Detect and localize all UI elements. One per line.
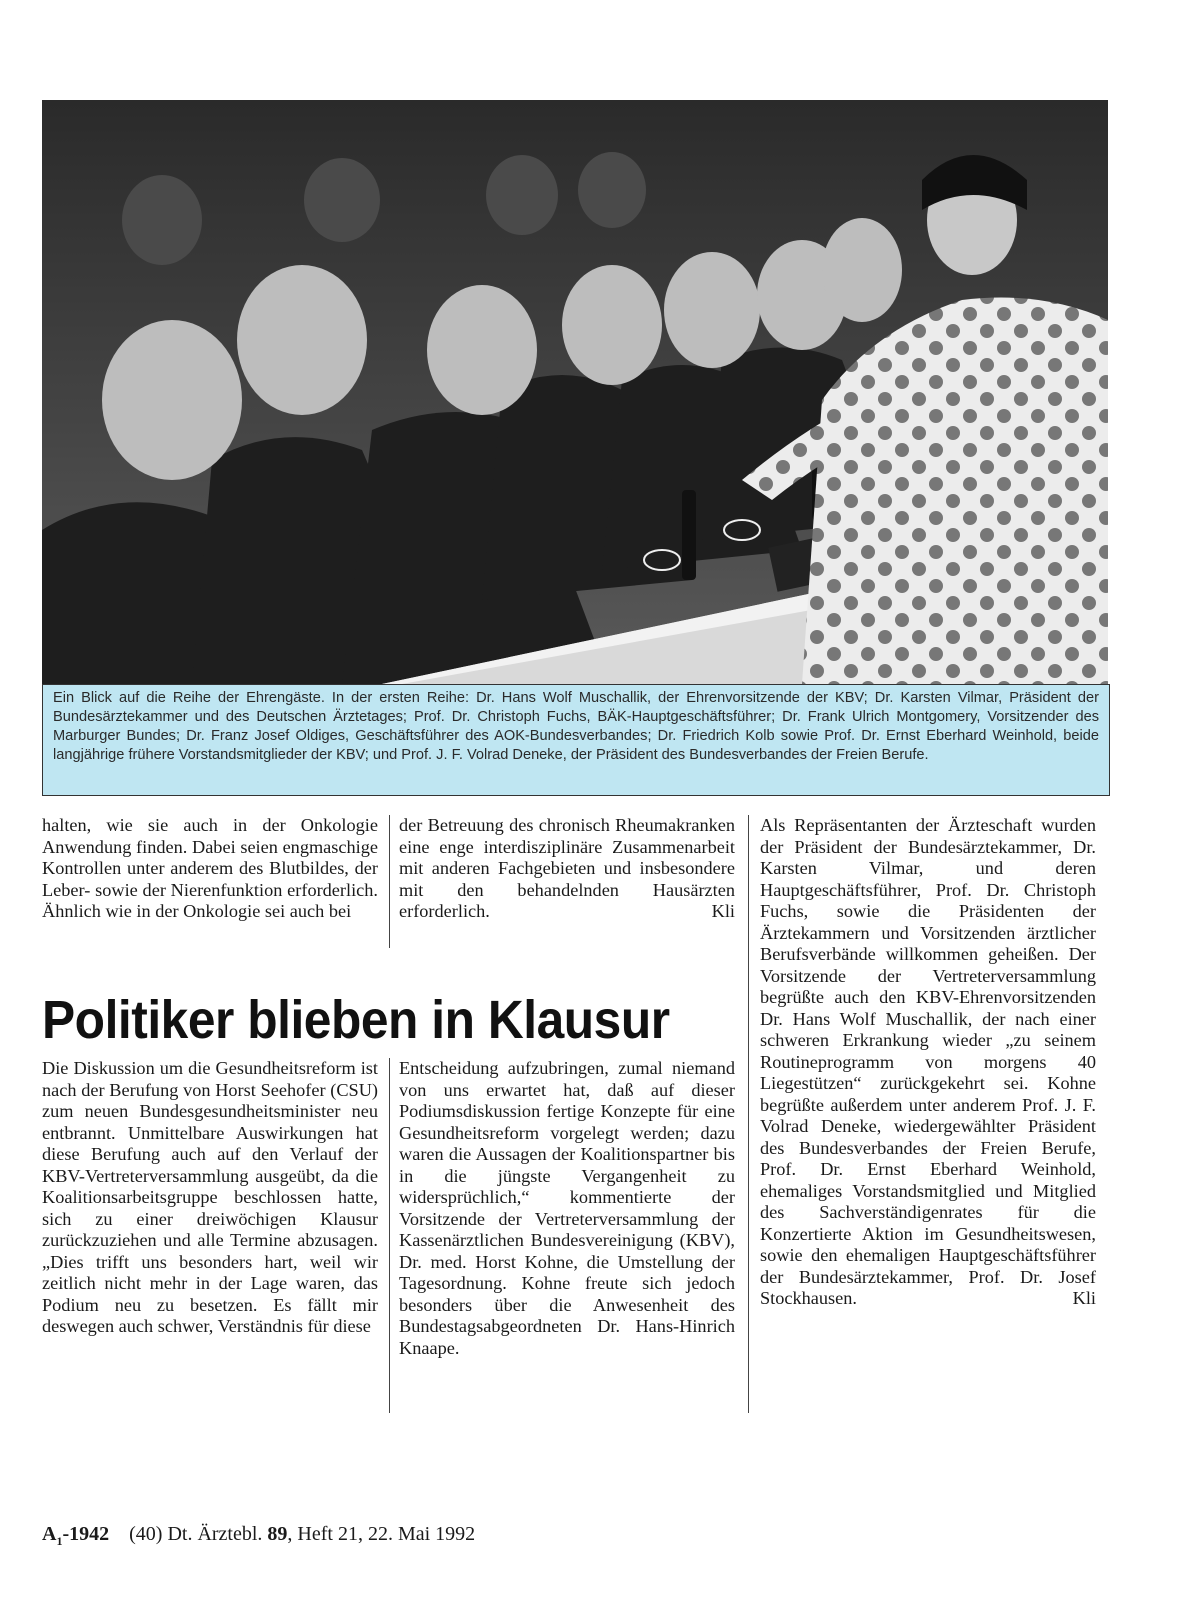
journal-issue: , Heft 21, 22. Mai 1992 bbox=[287, 1523, 476, 1545]
article1-signature: Kli bbox=[711, 901, 735, 921]
column-divider bbox=[748, 815, 749, 1413]
article2-column-2: Entscheidung aufzubringen, zumal niemand von uns erwartet hat, daß auf dieser Podiumsdiskussion fertige Konzepte für eine Gesundheitsreform vorgelegt werden; dazu waren die Aussagen der Koalitionspartner bis in die jüngste Vergangenheit zu widersprüchlich,“ kommentierte der Vorsitzende der Vertreterversammlung der Kassenärztlichen Bundesvereinigung (KBV), Dr. med. Horst Kohne, die Umstellung der Tagesordnung. Kohne freute sich jedoch besonders über die Anwesenheit des Bundestagsabgeordneten Dr. Hans-Hinrich Knaape. bbox=[399, 1058, 735, 1358]
article2-column-3-text: Als Repräsentanten der Ärzteschaft wurden der Präsident der Bundesärztekammer, Dr. Karsten Vilmar, und deren Hauptgeschäftsführer, Prof. Dr. Christoph Fuchs, sowie die Präsidenten der Ärztekammern und Vorsitzenden ärztlicher Berufsverbände willkommen geheißen. Der Vorsitzende der Vertreterversammlung begrüßte auch den KBV-Ehrenvorsitzenden Dr. Hans Wolf Muschallik, der nach einer schweren Erkrankung wieder „zu seinem Routineprogramm von morgens 40 Liegestützen“ zurückgekehrt sei. Kohne begrüßte außerdem unter anderem Prof. J. F. Volrad Deneke, wiedergewählter Präsident des Bundesverbandes der Freien Berufe, Prof. Dr. Ernst Eberhard Weinhold, ehemaliges Vorstandsmitglied und Mitglied des Sachverständigenrates für die Konzertierte Aktion im Gesundheitswesen, sowie den ehemaligen Hauptgeschäftsführer der Bundesärztekammer, Prof. Dr. Josef Stockhausen. bbox=[760, 815, 1096, 1308]
column-divider bbox=[389, 815, 390, 948]
page-number: -1942 bbox=[62, 1523, 110, 1545]
article2-column-3 bbox=[760, 815, 1096, 1310]
article-headline: Politiker blieben in Klausur bbox=[42, 990, 670, 1050]
page-label-subscript: 1 bbox=[56, 1534, 63, 1548]
article2-signature: Kli bbox=[1072, 1288, 1096, 1308]
page-label: A bbox=[42, 1523, 57, 1545]
column-divider bbox=[389, 1058, 390, 1413]
event-photo bbox=[42, 100, 1108, 684]
article1-column-1: halten, wie sie auch in der Onkologie Anwendung finden. Dabei seien engmaschige Kontrollen unter anderem des Blutbildes, der Leber- sowie der Nierenfunktion erforderlich. Ähnlich wie in der Onkologie sei auch bei bbox=[42, 815, 378, 921]
photo-illustration bbox=[42, 100, 1108, 684]
journal-volume: 89 bbox=[267, 1523, 288, 1545]
photo-caption: Ein Blick auf die Reihe der Ehrengäste. In der ersten Reihe: Dr. Hans Wolf Muschallik, der Ehrenvorsitzende der KBV; Dr. Karsten Vilmar, Präsident der Bundesärztekammer und des Deutschen Ärztetages; Prof. Dr. Christoph Fuchs, BÄK-Hauptgeschäftsführer; Dr. Frank Ulrich Montgomery, Vorsitzender des Marburger Bundes; Dr. Franz Josef Oldiges, Geschäftsführer des AOK-Bundesverbandes; Dr. Friedrich Kolb sowie Prof. Dr. Ernst Eberhard Weinhold, beide langjährige frühere Vorstandsmitglieder der KBV; und Prof. J. F. Volrad Deneke, der Präsident des Bundesverbandes der Freien Berufe. bbox=[42, 684, 1110, 796]
article2-column-1: Die Diskussion um die Gesundheitsreform ist nach der Berufung von Horst Seehofer (CSU) zum neuen Bundesgesundheitsminister neu entbrannt. Unmittelbare Auswirkungen hat diese Berufung auch auf den Verlauf der KBV-Vertreterversammlung ausgeübt, da die Koalitionsarbeitsgruppe beschlossen hatte, sich zu einer dreiwöchigen Klausur zurückzuziehen und alle Termine abzusagen. „Dies trifft uns besonders hart, weil wir zeitlich nicht mehr in der Lage waren, das Podium neu zu besetzen. Es fällt mir deswegen auch schwer, Verständnis für diese bbox=[42, 1058, 378, 1336]
article1-column-2-text: der Betreuung des chronisch Rheumakranken eine enge interdisziplinäre Zusammenarbeit mit anderen Fachgebieten und insbesondere mit den behandelnden Hausärzten erforderlich. bbox=[399, 815, 735, 921]
journal-ref: (40) Dt. Ärztebl. bbox=[129, 1523, 263, 1545]
article1-column-2 bbox=[399, 815, 735, 923]
page-footer bbox=[42, 1523, 475, 1549]
